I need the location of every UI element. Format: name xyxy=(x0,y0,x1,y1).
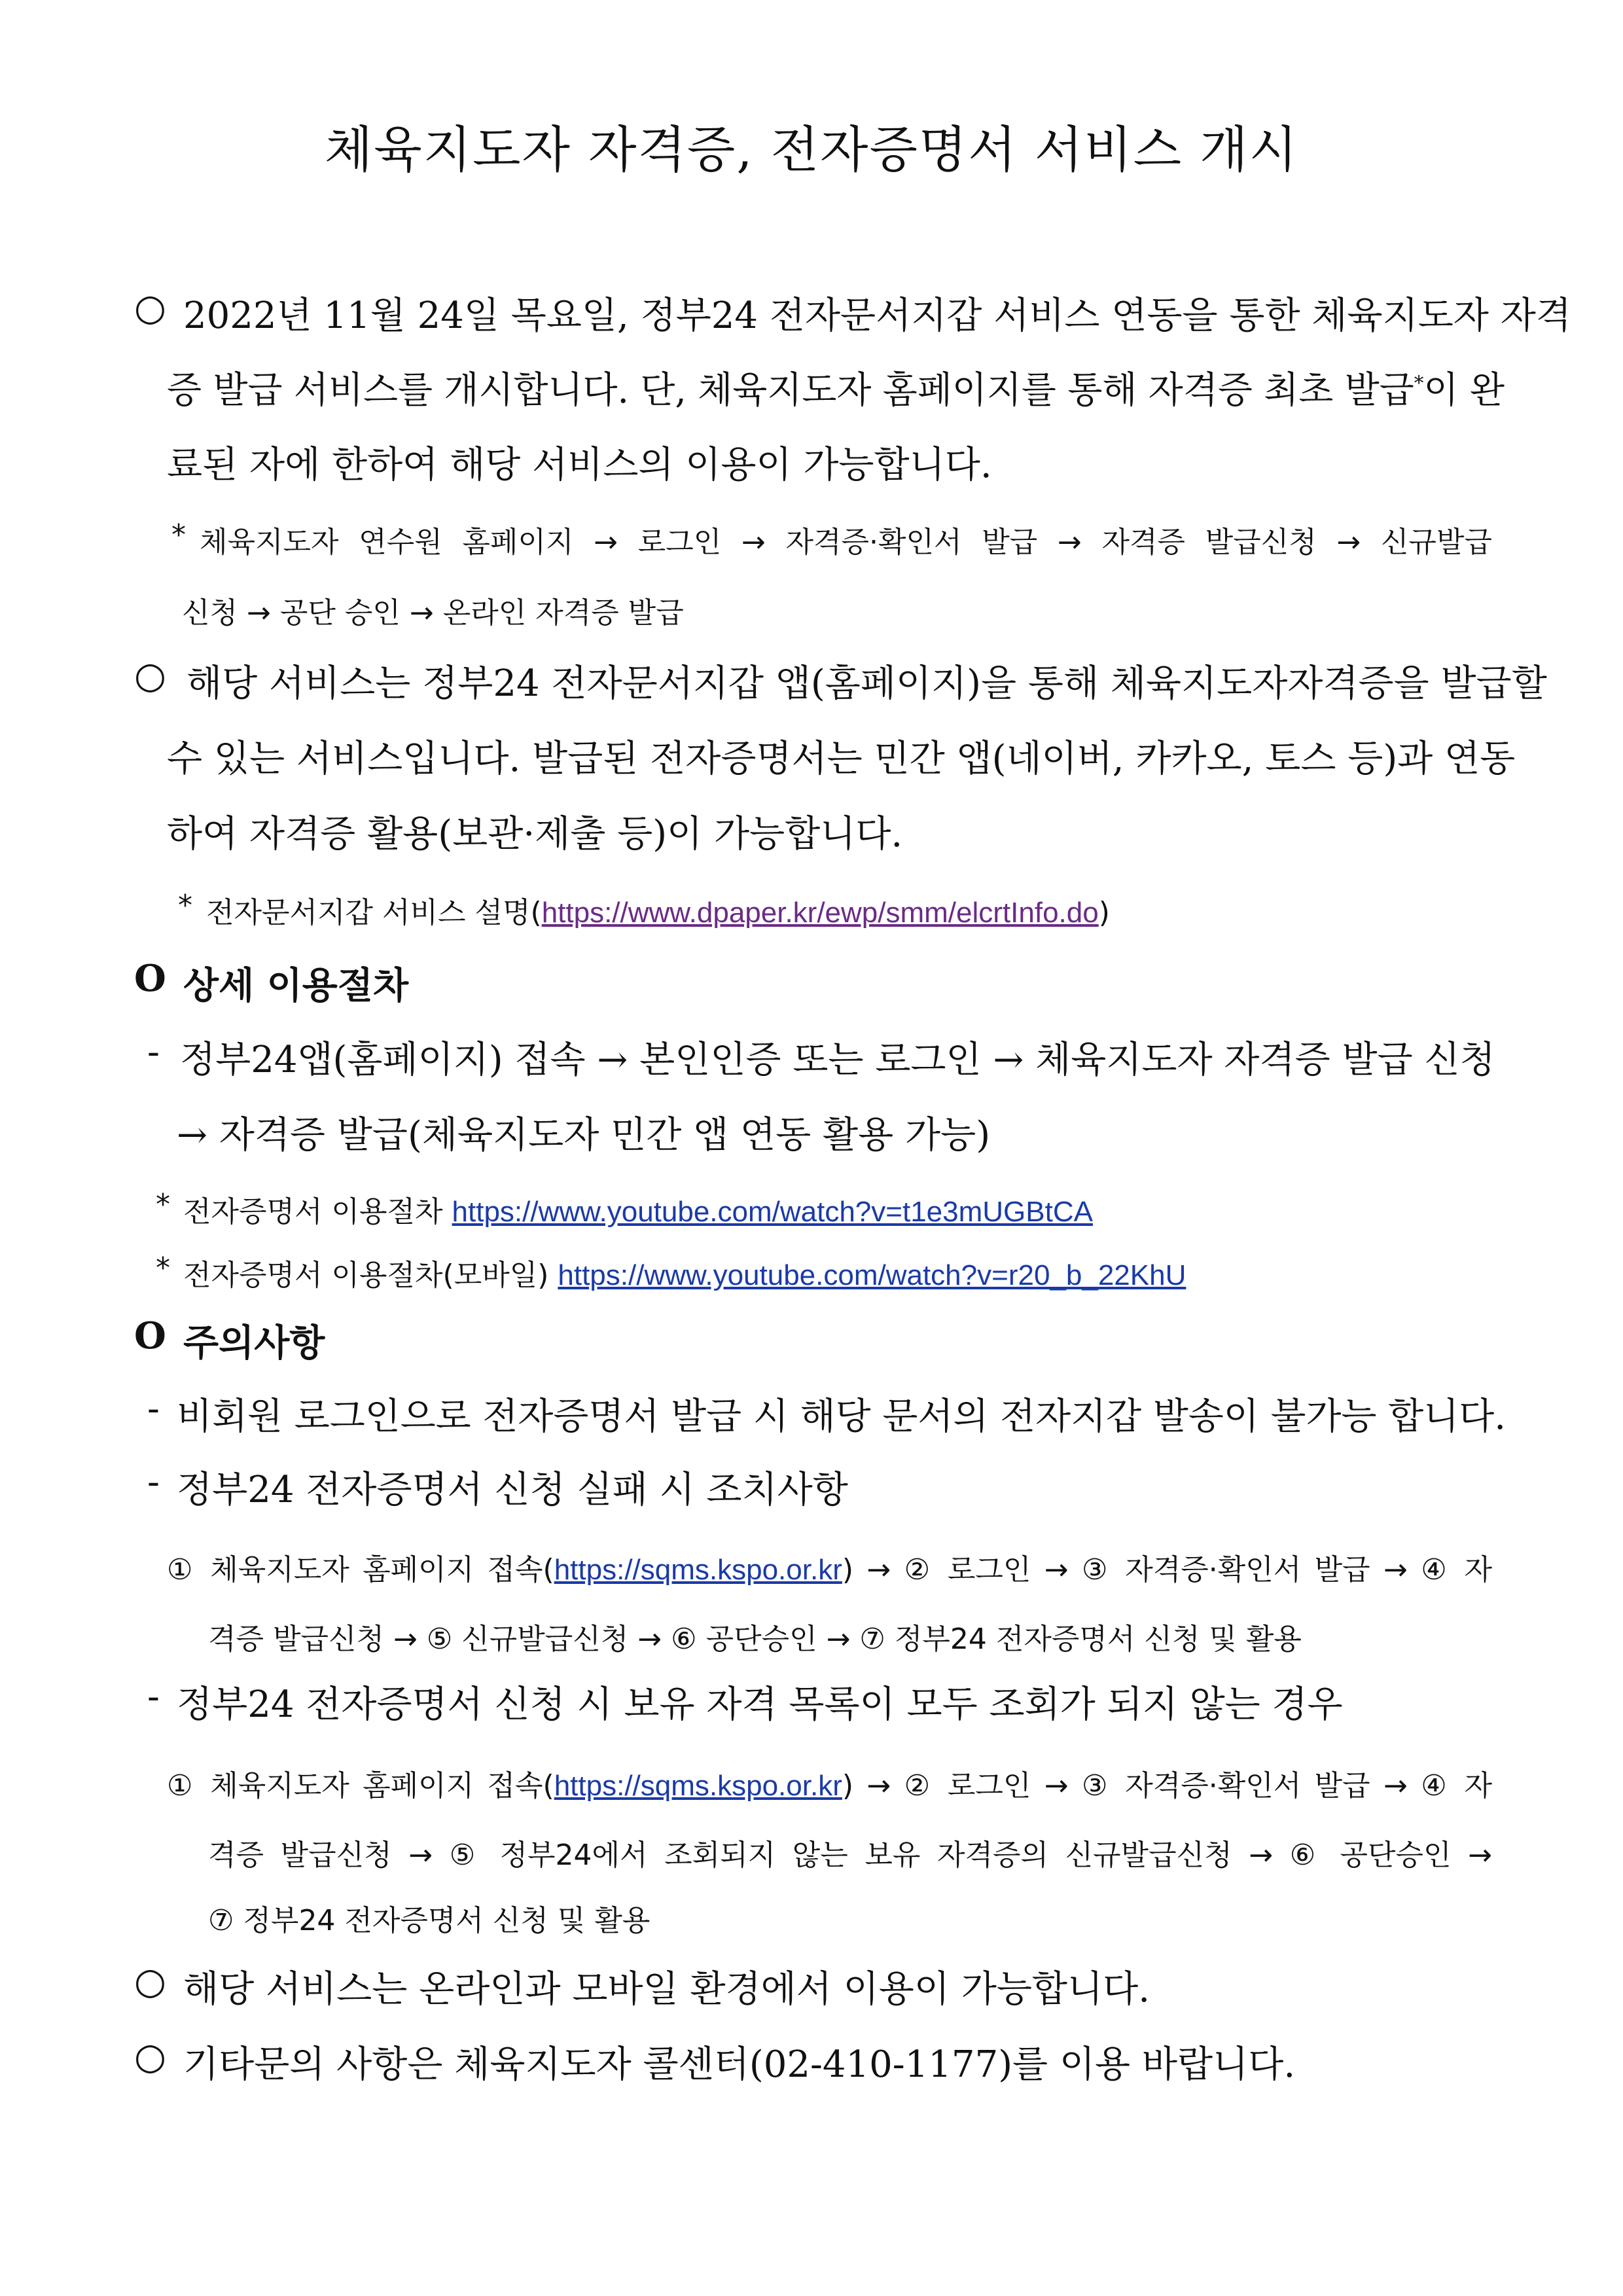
paragraph-2-bullet: ○ xyxy=(134,655,166,697)
link-1-label: 전자증명서 이용절차 xyxy=(183,1195,443,1229)
section-2-item-2: 정부24 전자증명서 신청 실패 시 조치사항 xyxy=(177,1469,848,1511)
youtube-link-2[interactable]: https://www.youtube.com/watch?v=r20_b_22KhU xyxy=(558,1259,1186,1291)
section-1-marker: O xyxy=(134,957,166,1000)
sqms-link-1[interactable]: https://sqms.kspo.or.kr xyxy=(554,1554,842,1586)
paragraph-1-line-2-end: 이 완 xyxy=(1423,369,1505,412)
paragraph-3-line-1: 해당 서비스는 온라인과 모바일 환경에서 이용이 가능합니다. xyxy=(183,1968,1150,2011)
paragraph-1-bullet: ○ xyxy=(134,287,166,329)
link-1-marker: * xyxy=(156,1188,170,1221)
link-2-marker: * xyxy=(156,1251,170,1285)
paragraph-2-line-1: 해당 서비스는 정부24 전자문서지갑 앱(홈페이지)을 통해 체육지도자자격증을 발급할 xyxy=(187,662,1547,705)
steps-2-pre: ① 체육지도자 홈페이지 접속( xyxy=(167,1769,554,1803)
link-2-line xyxy=(183,1251,1186,1293)
steps-2-line-3: ⑦ 정부24 전자증명서 신청 및 활용 xyxy=(208,1904,651,1937)
note-2-label: 전자문서지갑 서비스 설명( xyxy=(206,896,542,929)
paragraph-1-line-2-text: 증 발급 서비스를 개시합니다. 단, 체육지도자 홈페이지를 통해 자격증 최초 발급 xyxy=(167,369,1414,412)
page-title: 체육지도자 자격증, 전자증명서 서비스 개시 xyxy=(324,120,1299,179)
section-1-line-2: → 자격증 발급(체육지도자 민간 앱 연동 활용 가능) xyxy=(177,1114,991,1157)
steps-1-post: ) → ② 로그인 → ③ 자격증·확인서 발급 → ④ 자 xyxy=(842,1553,1492,1587)
steps-1-line-1 xyxy=(167,1546,1492,1588)
section-2-heading: 주의사항 xyxy=(183,1321,325,1365)
section-1-heading: 상세 이용절차 xyxy=(183,964,409,1007)
section-1-line-1: 정부24앱(홈페이지) 접속 → 본인인증 또는 로그인 → 체육지도자 자격증 발급 신청 xyxy=(180,1039,1495,1081)
steps-2-post: ) → ② 로그인 → ③ 자격증·확인서 발급 → ④ 자 xyxy=(842,1769,1492,1803)
dpaper-link[interactable]: https://www.dpaper.kr/ewp/smm/elcrtInfo.do xyxy=(541,897,1099,929)
paragraph-4-bullet: ○ xyxy=(134,2036,166,2078)
note-1-marker: * xyxy=(171,518,186,552)
paragraph-2-line-2: 수 있는 서비스입니다. 발급된 전자증명서는 민간 앱(네이버, 카카오, 토스 등)과 연동 xyxy=(167,738,1516,780)
steps-1-pre: ① 체육지도자 홈페이지 접속( xyxy=(167,1553,554,1587)
paragraph-1-line-3: 료된 자에 한하여 해당 서비스의 이용이 가능합니다. xyxy=(167,444,992,486)
section-2-dash-1: - xyxy=(147,1388,160,1430)
paragraph-4-line-1: 기타문의 사항은 체육지도자 콜센터(02-410-1177)를 이용 바랍니다. xyxy=(183,2043,1296,2086)
section-2-item-3: 정부24 전자증명서 신청 시 보유 자격 목록이 모두 조회가 되지 않는 경우 xyxy=(177,1683,1343,1726)
note-1-line-2: 신청 → 공단 승인 → 온라인 자격증 발급 xyxy=(182,596,684,630)
paragraph-1-line-1: 2022년 11월 24일 목요일, 정부24 전자문서지갑 서비스 연동을 통한 체육지도자 자격 xyxy=(183,295,1571,337)
link-2-label: 전자증명서 이용절차(모바일) xyxy=(183,1259,549,1292)
note-2-close: ) xyxy=(1098,896,1110,929)
sqms-link-2[interactable]: https://sqms.kspo.or.kr xyxy=(554,1770,842,1802)
note-2-line xyxy=(206,889,1110,931)
section-2-marker: O xyxy=(134,1314,166,1357)
section-2-dash-3: - xyxy=(147,1676,160,1718)
section-2-dash-2: - xyxy=(147,1461,160,1503)
steps-2-line-2: 격증 발급신청 → ⑤ 정부24에서 조회되지 않는 보유 자격증의 신규발급신청 → ⑥ 공단승인 → xyxy=(208,1839,1492,1872)
paragraph-1-line-2 xyxy=(167,361,1505,414)
footnote-marker: * xyxy=(1414,372,1424,395)
note-2-marker: * xyxy=(178,889,192,922)
steps-1-line-2: 격증 발급신청 → ⑤ 신규발급신청 → ⑥ 공단승인 → ⑦ 정부24 전자증명서 신청 및 활용 xyxy=(208,1623,1302,1656)
steps-2-line-1 xyxy=(167,1762,1492,1804)
paragraph-3-bullet: ○ xyxy=(134,1960,166,2003)
link-1-line xyxy=(183,1188,1093,1230)
section-2-item-1: 비회원 로그인으로 전자증명서 발급 시 해당 문서의 전자지갑 발송이 불가능 합니다. xyxy=(177,1395,1507,1438)
paragraph-2-line-3: 하여 자격증 활용(보관·제출 등)이 가능합니다. xyxy=(167,813,903,855)
note-1-line-1: 체육지도자 연수원 홈페이지 → 로그인 → 자격증·확인서 발급 → 자격증 발급신청 → 신규발급 xyxy=(200,526,1492,559)
youtube-link-1[interactable]: https://www.youtube.com/watch?v=t1e3mUGBtCA xyxy=(452,1196,1093,1228)
section-1-dash: - xyxy=(147,1031,160,1073)
